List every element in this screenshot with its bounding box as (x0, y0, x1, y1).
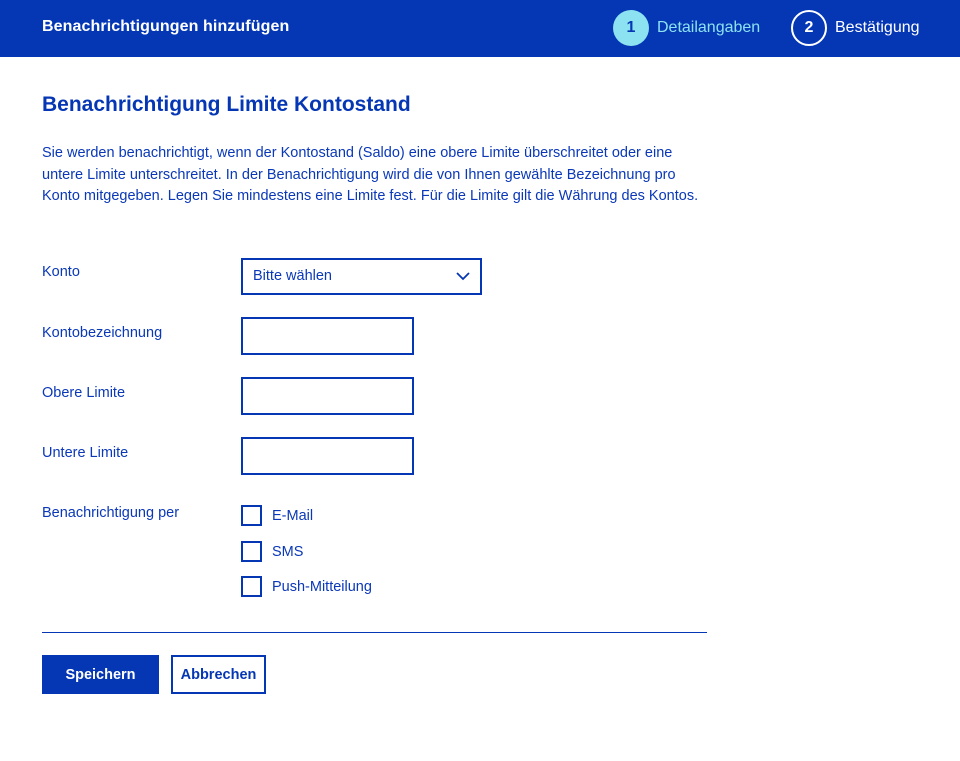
cancel-button[interactable]: Abbrechen (171, 655, 266, 694)
email-checkbox[interactable] (241, 505, 262, 526)
intro-text: Sie werden benachrichtigt, wenn der Kontostand (Saldo) eine obere Limite überschreitet oder eine untere Limite unterschreitet. In der Benachrichtigung wird die von Ihnen gewählte Bezeichnung pro Konto mitgegeben. Legen Sie mindestens eine Limite fest. Für die Limite gilt die Währung des Kontos. (42, 145, 699, 204)
step-2-label: Bestätigung (835, 19, 920, 36)
form-divider (42, 632, 707, 633)
obere-limite-input[interactable] (241, 377, 414, 415)
save-button[interactable]: Speichern (42, 655, 159, 694)
notify-sms-option[interactable] (241, 541, 303, 562)
untere-limite-input[interactable] (241, 437, 414, 475)
page-title: Benachrichtigung Limite Kontostand (42, 93, 411, 116)
obere-limite-label: Obere Limite (42, 385, 126, 401)
header-bar (0, 0, 960, 57)
notify-via-label: Benachrichtigung per (42, 505, 180, 521)
push-checkbox-label[interactable]: Push-Mitteilung (272, 578, 372, 595)
step-1-number: 1 (613, 10, 649, 46)
sms-checkbox-label[interactable]: SMS (272, 543, 304, 560)
notify-push-option[interactable] (241, 576, 372, 597)
header-title: Benachrichtigungen hinzufügen (42, 18, 290, 35)
step-2-number: 2 (791, 10, 827, 46)
konto-select[interactable] (241, 258, 482, 295)
notify-email-option[interactable] (241, 505, 313, 526)
chevron-down-icon (456, 269, 470, 283)
sms-checkbox[interactable] (241, 541, 262, 562)
email-checkbox-label[interactable]: E-Mail (272, 507, 314, 524)
step-1-label: Detailangaben (657, 19, 761, 36)
konto-select-value: Bitte wählen (253, 268, 332, 284)
step-1-detailangaben (613, 10, 760, 46)
kontobezeichnung-label: Kontobezeichnung (42, 325, 163, 341)
kontobezeichnung-input[interactable] (241, 317, 414, 355)
untere-limite-label: Untere Limite (42, 445, 129, 461)
push-checkbox[interactable] (241, 576, 262, 597)
step-2-bestaetigung (791, 10, 920, 46)
konto-label: Konto (42, 264, 80, 280)
